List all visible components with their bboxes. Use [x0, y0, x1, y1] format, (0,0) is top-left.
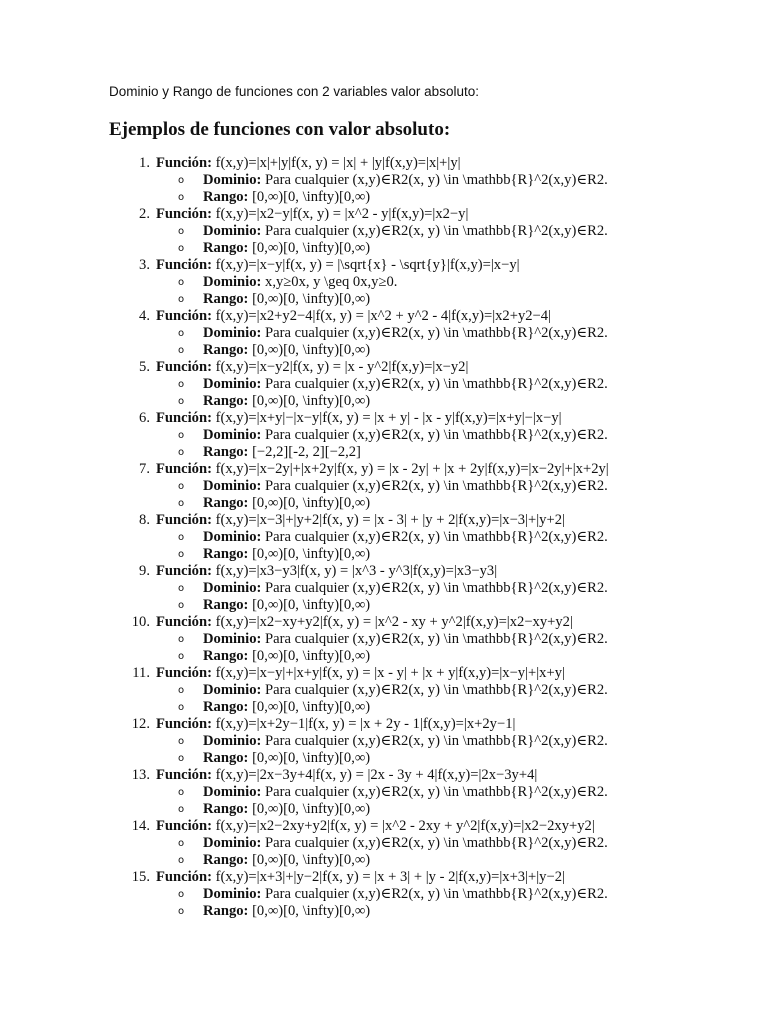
circle-bullet-icon: o — [178, 379, 185, 390]
rango-label: Rango: — [203, 801, 249, 817]
circle-bullet-icon: o — [178, 243, 185, 254]
circle-bullet-icon: o — [178, 634, 185, 645]
funcion-expression: f(x,y)=|x−3|+|y+2|f(x, y) = |x - 3| + |y + 2|f(x,y)=|x−3|+|y+2| — [215, 512, 565, 528]
dominio-value: Para cualquier (x,y)∈R2(x, y) \in \mathbb{R}^2(x,y)∈R2. — [265, 682, 608, 698]
funcion-entry — [156, 461, 609, 478]
item-number: 11. — [132, 665, 150, 681]
funcion-label: Función: — [156, 614, 212, 630]
rango-label: Rango: — [203, 699, 249, 715]
item-number: 1. — [139, 155, 150, 171]
dominio-entry — [203, 172, 608, 189]
dominio-value: Para cualquier (x,y)∈R2(x, y) \in \mathbb{R}^2(x,y)∈R2. — [265, 580, 608, 596]
rango-label: Rango: — [203, 597, 249, 613]
dominio-label: Dominio: — [203, 631, 262, 647]
circle-bullet-icon: o — [178, 702, 185, 713]
rango-value: [0,∞)[0, \infty)[0,∞) — [252, 699, 371, 715]
rango-label: Rango: — [203, 852, 249, 868]
dominio-label: Dominio: — [203, 835, 262, 851]
funcion-entry — [156, 818, 595, 835]
rango-value: [0,∞)[0, \infty)[0,∞) — [252, 546, 371, 562]
circle-bullet-icon: o — [178, 838, 185, 849]
circle-bullet-icon: o — [178, 532, 185, 543]
item-number: 3. — [139, 257, 150, 273]
funcion-label: Función: — [156, 665, 212, 681]
item-number: 4. — [139, 308, 150, 324]
dominio-entry — [203, 478, 608, 495]
funcion-expression: f(x,y)=|2x−3y+4|f(x, y) = |2x - 3y + 4|f(x,y)=|2x−3y+4| — [215, 767, 538, 783]
dominio-entry — [203, 835, 608, 852]
list-item — [0, 359, 768, 410]
intro-text: Dominio y Rango de funciones con 2 variables valor absoluto: — [109, 84, 479, 99]
rango-label: Rango: — [203, 546, 249, 562]
item-number: 9. — [139, 563, 150, 579]
list-item — [0, 308, 768, 359]
funcion-line — [0, 512, 768, 529]
dominio-line — [0, 631, 768, 648]
funcion-expression: f(x,y)=|x−y|+|x+y|f(x, y) = |x - y| + |x + y|f(x,y)=|x−y|+|x+y| — [215, 665, 565, 681]
rango-line — [0, 444, 768, 461]
dominio-entry — [203, 325, 608, 342]
item-number: 8. — [139, 512, 150, 528]
list-item — [0, 563, 768, 614]
examples-list — [0, 155, 768, 920]
rango-value: [0,∞)[0, \infty)[0,∞) — [252, 393, 371, 409]
funcion-line — [0, 257, 768, 274]
funcion-line — [0, 461, 768, 478]
dominio-value: Para cualquier (x,y)∈R2(x, y) \in \mathbb{R}^2(x,y)∈R2. — [265, 427, 608, 443]
funcion-expression: f(x,y)=|x2−y|f(x, y) = |x^2 - y|f(x,y)=|x2−y| — [215, 206, 469, 222]
funcion-label: Función: — [156, 563, 212, 579]
funcion-expression: f(x,y)=|x+y|−|x−y|f(x, y) = |x + y| - |x - y|f(x,y)=|x+y|−|x−y| — [215, 410, 562, 426]
circle-bullet-icon: o — [178, 600, 185, 611]
rango-line — [0, 699, 768, 716]
circle-bullet-icon: o — [178, 651, 185, 662]
rango-label: Rango: — [203, 240, 249, 256]
circle-bullet-icon: o — [178, 906, 185, 917]
dominio-value: Para cualquier (x,y)∈R2(x, y) \in \mathbb{R}^2(x,y)∈R2. — [265, 631, 608, 647]
dominio-line — [0, 376, 768, 393]
dominio-entry — [203, 427, 608, 444]
funcion-label: Función: — [156, 818, 212, 834]
funcion-line — [0, 308, 768, 325]
funcion-entry — [156, 767, 537, 784]
rango-line — [0, 801, 768, 818]
funcion-expression: f(x,y)=|x+2y−1|f(x, y) = |x + 2y - 1|f(x,y)=|x+2y−1| — [215, 716, 516, 732]
funcion-entry — [156, 563, 497, 580]
list-item — [0, 614, 768, 665]
funcion-label: Función: — [156, 512, 212, 528]
dominio-label: Dominio: — [203, 274, 262, 290]
rango-value: [0,∞)[0, \infty)[0,∞) — [252, 801, 371, 817]
circle-bullet-icon: o — [178, 804, 185, 815]
dominio-value: Para cualquier (x,y)∈R2(x, y) \in \mathbb{R}^2(x,y)∈R2. — [265, 784, 608, 800]
rango-line — [0, 240, 768, 257]
rango-line — [0, 750, 768, 767]
funcion-label: Función: — [156, 308, 212, 324]
rango-value: [0,∞)[0, \infty)[0,∞) — [252, 852, 371, 868]
list-item — [0, 206, 768, 257]
circle-bullet-icon: o — [178, 736, 185, 747]
dominio-entry — [203, 376, 608, 393]
rango-value: [0,∞)[0, \infty)[0,∞) — [252, 189, 371, 205]
funcion-label: Función: — [156, 359, 212, 375]
dominio-label: Dominio: — [203, 733, 262, 749]
rango-entry — [203, 750, 370, 767]
funcion-entry — [156, 155, 461, 172]
dominio-line — [0, 529, 768, 546]
rango-line — [0, 393, 768, 410]
dominio-label: Dominio: — [203, 427, 262, 443]
circle-bullet-icon: o — [178, 175, 185, 186]
dominio-line — [0, 733, 768, 750]
dominio-entry — [203, 886, 608, 903]
rango-label: Rango: — [203, 393, 249, 409]
circle-bullet-icon: o — [178, 685, 185, 696]
funcion-label: Función: — [156, 767, 212, 783]
funcion-entry — [156, 410, 562, 427]
funcion-expression: f(x,y)=|x−2y|+|x+2y|f(x, y) = |x - 2y| + |x + 2y|f(x,y)=|x−2y|+|x+2y| — [215, 461, 609, 477]
circle-bullet-icon: o — [178, 328, 185, 339]
circle-bullet-icon: o — [178, 447, 185, 458]
list-item — [0, 512, 768, 563]
rango-entry — [203, 444, 361, 461]
circle-bullet-icon: o — [178, 583, 185, 594]
funcion-line — [0, 614, 768, 631]
funcion-entry — [156, 257, 520, 274]
rango-entry — [203, 546, 370, 563]
list-item — [0, 818, 768, 869]
dominio-line — [0, 223, 768, 240]
dominio-line — [0, 835, 768, 852]
dominio-label: Dominio: — [203, 784, 262, 800]
funcion-expression: f(x,y)=|x−y|f(x, y) = |\sqrt{x} - \sqrt{y}|f(x,y)=|x−y| — [215, 257, 520, 273]
funcion-expression: f(x,y)=|x−y2|f(x, y) = |x - y^2|f(x,y)=|x−y2| — [215, 359, 469, 375]
rango-line — [0, 495, 768, 512]
item-number: 5. — [139, 359, 150, 375]
funcion-label: Función: — [156, 206, 212, 222]
rango-line — [0, 189, 768, 206]
circle-bullet-icon: o — [178, 855, 185, 866]
dominio-value: Para cualquier (x,y)∈R2(x, y) \in \mathbb{R}^2(x,y)∈R2. — [265, 223, 608, 239]
dominio-label: Dominio: — [203, 529, 262, 545]
rango-value: [0,∞)[0, \infty)[0,∞) — [252, 495, 371, 511]
circle-bullet-icon: o — [178, 345, 185, 356]
list-item — [0, 767, 768, 818]
rango-entry — [203, 648, 370, 665]
dominio-value: Para cualquier (x,y)∈R2(x, y) \in \mathbb{R}^2(x,y)∈R2. — [265, 376, 608, 392]
dominio-value: x,y≥0x, y \geq 0x,y≥0. — [265, 274, 398, 290]
rango-line — [0, 291, 768, 308]
item-number: 15. — [131, 869, 150, 885]
rango-label: Rango: — [203, 495, 249, 511]
dominio-label: Dominio: — [203, 580, 262, 596]
item-number: 7. — [139, 461, 150, 477]
rango-entry — [203, 291, 370, 308]
dominio-label: Dominio: — [203, 223, 262, 239]
funcion-line — [0, 869, 768, 886]
circle-bullet-icon: o — [178, 226, 185, 237]
funcion-line — [0, 767, 768, 784]
rango-label: Rango: — [203, 189, 249, 205]
funcion-line — [0, 359, 768, 376]
funcion-expression: f(x,y)=|x2+y2−4|f(x, y) = |x^2 + y^2 - 4|f(x,y)=|x2+y2−4| — [215, 308, 551, 324]
section-heading: Ejemplos de funciones con valor absoluto: — [109, 119, 451, 140]
funcion-entry — [156, 716, 515, 733]
funcion-entry — [156, 206, 468, 223]
funcion-expression: f(x,y)=|x3−y3|f(x, y) = |x^3 - y^3|f(x,y)=|x3−y3| — [215, 563, 498, 579]
dominio-value: Para cualquier (x,y)∈R2(x, y) \in \mathbb{R}^2(x,y)∈R2. — [265, 835, 608, 851]
circle-bullet-icon: o — [178, 787, 185, 798]
dominio-entry — [203, 733, 608, 750]
rango-entry — [203, 597, 370, 614]
rango-entry — [203, 393, 370, 410]
dominio-line — [0, 478, 768, 495]
rango-value: [0,∞)[0, \infty)[0,∞) — [252, 597, 371, 613]
dominio-entry — [203, 223, 608, 240]
rango-value: [0,∞)[0, \infty)[0,∞) — [252, 903, 371, 919]
funcion-line — [0, 206, 768, 223]
rango-line — [0, 903, 768, 920]
dominio-line — [0, 172, 768, 189]
circle-bullet-icon: o — [178, 430, 185, 441]
rango-entry — [203, 495, 370, 512]
dominio-line — [0, 274, 768, 291]
dominio-line — [0, 580, 768, 597]
dominio-label: Dominio: — [203, 376, 262, 392]
funcion-label: Función: — [156, 257, 212, 273]
funcion-label: Función: — [156, 155, 212, 171]
list-item — [0, 716, 768, 767]
dominio-label: Dominio: — [203, 325, 262, 341]
dominio-value: Para cualquier (x,y)∈R2(x, y) \in \mathbb{R}^2(x,y)∈R2. — [265, 733, 608, 749]
rango-value: [0,∞)[0, \infty)[0,∞) — [252, 291, 371, 307]
circle-bullet-icon: o — [178, 192, 185, 203]
rango-value: [0,∞)[0, \infty)[0,∞) — [252, 342, 371, 358]
dominio-line — [0, 682, 768, 699]
funcion-entry — [156, 614, 573, 631]
rango-value: [0,∞)[0, \infty)[0,∞) — [252, 648, 371, 664]
list-item — [0, 461, 768, 512]
dominio-value: Para cualquier (x,y)∈R2(x, y) \in \mathbb{R}^2(x,y)∈R2. — [265, 886, 608, 902]
circle-bullet-icon: o — [178, 481, 185, 492]
funcion-label: Función: — [156, 869, 212, 885]
dominio-label: Dominio: — [203, 886, 262, 902]
rango-value: [−2,2][-2, 2][−2,2] — [252, 444, 361, 460]
rango-line — [0, 648, 768, 665]
rango-entry — [203, 903, 370, 920]
rango-line — [0, 597, 768, 614]
funcion-entry — [156, 359, 468, 376]
dominio-value: Para cualquier (x,y)∈R2(x, y) \in \mathbb{R}^2(x,y)∈R2. — [265, 325, 608, 341]
list-item — [0, 869, 768, 920]
list-item — [0, 665, 768, 716]
rango-line — [0, 342, 768, 359]
circle-bullet-icon: o — [178, 396, 185, 407]
funcion-entry — [156, 869, 565, 886]
rango-entry — [203, 240, 370, 257]
dominio-entry — [203, 682, 608, 699]
dominio-label: Dominio: — [203, 172, 262, 188]
item-number: 13. — [131, 767, 150, 783]
rango-label: Rango: — [203, 750, 249, 766]
item-number: 10. — [131, 614, 150, 630]
funcion-expression: f(x,y)=|x2−2xy+y2|f(x, y) = |x^2 - 2xy + y^2|f(x,y)=|x2−2xy+y2| — [215, 818, 595, 834]
rango-label: Rango: — [203, 444, 249, 460]
circle-bullet-icon: o — [178, 549, 185, 560]
list-item — [0, 155, 768, 206]
rango-label: Rango: — [203, 342, 249, 358]
funcion-line — [0, 818, 768, 835]
dominio-line — [0, 325, 768, 342]
funcion-line — [0, 665, 768, 682]
dominio-value: Para cualquier (x,y)∈R2(x, y) \in \mathbb{R}^2(x,y)∈R2. — [265, 478, 608, 494]
rango-entry — [203, 852, 370, 869]
dominio-value: Para cualquier (x,y)∈R2(x, y) \in \mathbb{R}^2(x,y)∈R2. — [265, 172, 608, 188]
rango-label: Rango: — [203, 648, 249, 664]
circle-bullet-icon: o — [178, 889, 185, 900]
circle-bullet-icon: o — [178, 498, 185, 509]
funcion-expression: f(x,y)=|x|+|y|f(x, y) = |x| + |y|f(x,y)=|x|+|y| — [215, 155, 461, 171]
funcion-line — [0, 155, 768, 172]
circle-bullet-icon: o — [178, 753, 185, 764]
funcion-label: Función: — [156, 410, 212, 426]
dominio-label: Dominio: — [203, 478, 262, 494]
rango-line — [0, 546, 768, 563]
funcion-label: Función: — [156, 716, 212, 732]
rango-value: [0,∞)[0, \infty)[0,∞) — [252, 750, 371, 766]
dominio-entry — [203, 529, 608, 546]
rango-line — [0, 852, 768, 869]
rango-entry — [203, 189, 370, 206]
list-item — [0, 257, 768, 308]
rango-entry — [203, 801, 370, 818]
dominio-label: Dominio: — [203, 682, 262, 698]
list-item — [0, 410, 768, 461]
funcion-entry — [156, 512, 565, 529]
rango-label: Rango: — [203, 903, 249, 919]
dominio-entry — [203, 580, 608, 597]
funcion-label: Función: — [156, 461, 212, 477]
dominio-entry — [203, 784, 608, 801]
rango-entry — [203, 342, 370, 359]
funcion-expression: f(x,y)=|x2−xy+y2|f(x, y) = |x^2 - xy + y^2|f(x,y)=|x2−xy+y2| — [215, 614, 573, 630]
rango-value: [0,∞)[0, \infty)[0,∞) — [252, 240, 371, 256]
item-number: 6. — [139, 410, 150, 426]
funcion-line — [0, 716, 768, 733]
funcion-line — [0, 563, 768, 580]
rango-entry — [203, 699, 370, 716]
funcion-line — [0, 410, 768, 427]
rango-label: Rango: — [203, 291, 249, 307]
circle-bullet-icon: o — [178, 277, 185, 288]
dominio-entry — [203, 631, 608, 648]
item-number: 14. — [131, 818, 150, 834]
dominio-value: Para cualquier (x,y)∈R2(x, y) \in \mathbb{R}^2(x,y)∈R2. — [265, 529, 608, 545]
funcion-entry — [156, 665, 565, 682]
item-number: 2. — [139, 206, 150, 222]
dominio-line — [0, 427, 768, 444]
dominio-line — [0, 784, 768, 801]
dominio-line — [0, 886, 768, 903]
dominio-entry — [203, 274, 397, 291]
funcion-expression: f(x,y)=|x+3|+|y−2|f(x, y) = |x + 3| + |y - 2|f(x,y)=|x+3|+|y−2| — [215, 869, 565, 885]
item-number: 12. — [131, 716, 150, 732]
circle-bullet-icon: o — [178, 294, 185, 305]
funcion-entry — [156, 308, 551, 325]
